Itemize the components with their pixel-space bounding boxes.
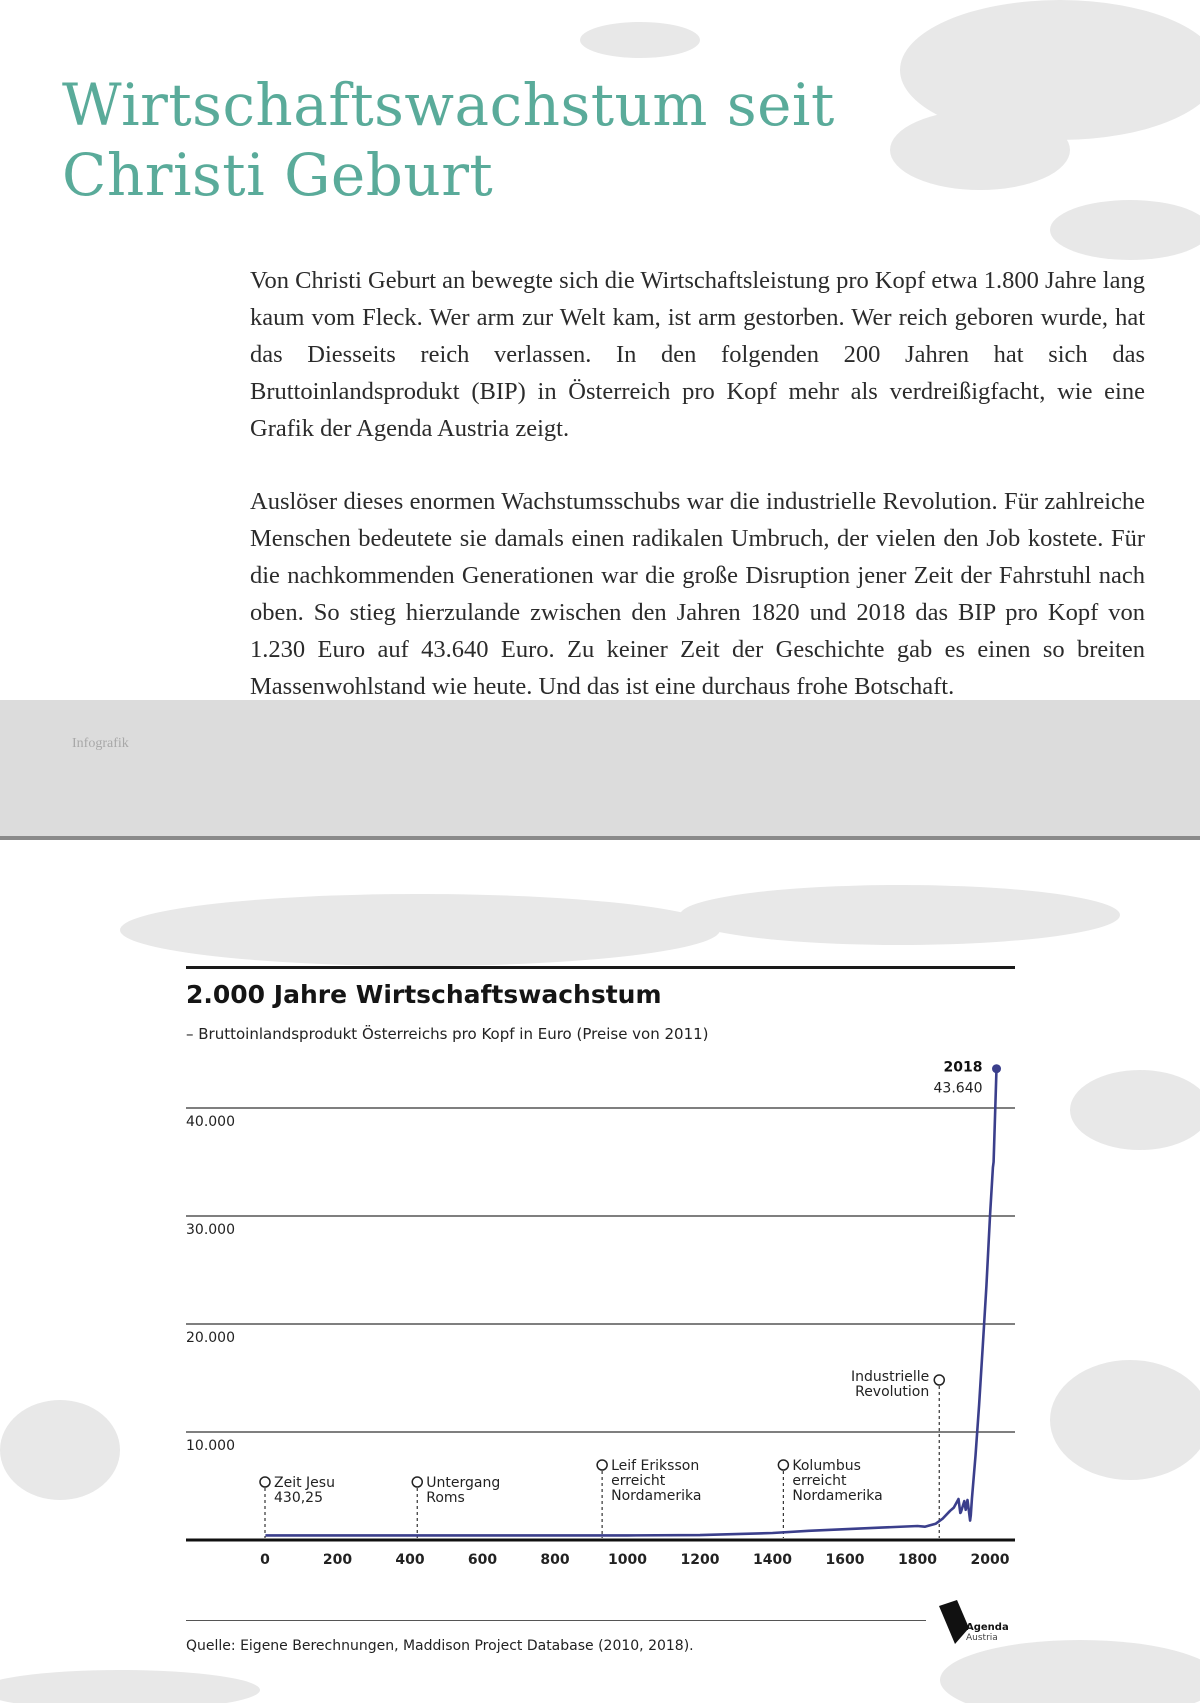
event-label: Untergang: [426, 1475, 501, 1491]
article-paragraph-2: Auslöser dieses enormen Wachstumsschubs war die industrielle Revolution. Für zahlreiche Menschen bedeutete sie damals einen radikalen Umbruch, der vielen den Job kostete. Für die nachkommenden Generationen war die große Disruption jener Zeit der Fahrstuhl nach oben. So stieg hierzulande zwischen den Jahren 1820 und 2018 das BIP pro Kopf von 1.230 Euro auf 43.640 Euro. Zu keiner Zeit der Geschichte gab es einen so breiten Massenwohlstand wie heute. Und das ist eine durchaus frohe Botschaft.: [250, 488, 1145, 700]
event-label: erreicht: [611, 1473, 666, 1489]
endpoint-value-label: 43.640: [933, 1080, 983, 1097]
x-tick-label: 2000: [970, 1552, 1010, 1568]
event-label: Nordamerika: [611, 1488, 702, 1504]
event-marker: [412, 1477, 422, 1487]
logo-text-line-2: Austria: [966, 1633, 998, 1643]
x-tick-label: 1400: [753, 1552, 792, 1568]
x-tick-label: 400: [395, 1552, 425, 1568]
article-paragraph-1: Von Christi Geburt an bewegte sich die Wirtschaftsleistung pro Kopf etwa 1.800 Jahre lang kaum vom Fleck. Wer arm zur Welt kam, ist arm gestorben. Wer reich geboren wurde, hat das Diesseits reich verlassen. In den folgenden 200 Jahren hat sich das Bruttoinlandsprodukt (BIP) in Österreich pro Kopf mehr als verdreißigfacht, wie eine Grafik der Agenda Austria zeigt.: [250, 267, 1145, 442]
event-marker: [778, 1460, 788, 1470]
y-tick-label: 30.000: [186, 1222, 235, 1238]
chart-source: Quelle: Eigene Berechnungen, Maddison Project Database (2010, 2018).: [186, 1638, 694, 1654]
x-tick-label: 0: [260, 1552, 270, 1568]
chart-title: 2.000 Jahre Wirtschaftswachstum: [186, 980, 662, 1009]
logo-text: [966, 1622, 1009, 1644]
chart-bottom-rule: [186, 1620, 926, 1621]
event-marker: [260, 1477, 270, 1487]
image-credit: Infografik: [72, 736, 129, 751]
event-label: Kolumbus: [792, 1458, 861, 1474]
x-tick-label: 1000: [608, 1552, 647, 1568]
page-title-line-2: Christi Geburt: [62, 141, 494, 209]
event-label: Zeit Jesu: [274, 1475, 335, 1491]
event-marker: [597, 1460, 607, 1470]
page-title-line-1: Wirtschaftswachstum seit: [62, 71, 835, 139]
endpoint-year-label: 2018: [943, 1059, 983, 1076]
endpoint-marker: [992, 1064, 1001, 1073]
event-label: Roms: [426, 1490, 465, 1506]
x-tick-label: 1800: [898, 1552, 937, 1568]
event-marker: [934, 1375, 944, 1385]
y-tick-label: 40.000: [186, 1114, 235, 1130]
event-label: 430,25: [274, 1490, 323, 1506]
x-tick-label: 1600: [825, 1552, 865, 1568]
y-tick-label: 10.000: [186, 1438, 235, 1454]
event-label: Industrielle: [851, 1369, 930, 1385]
x-tick-label: 800: [540, 1552, 570, 1568]
logo-text-line-1: Agenda: [966, 1622, 1009, 1633]
x-tick-label: 600: [467, 1552, 498, 1568]
event-label: Leif Eriksson: [611, 1458, 700, 1474]
x-tick-label: 1200: [680, 1552, 720, 1568]
event-label: Revolution: [855, 1384, 930, 1400]
y-tick-label: 20.000: [186, 1330, 235, 1346]
event-label: erreicht: [792, 1473, 847, 1489]
x-tick-label: 200: [322, 1552, 353, 1568]
chart-subtitle: – Bruttoinlandsprodukt Österreichs pro Kopf in Euro (Preise von 2011): [186, 1025, 709, 1043]
event-label: Nordamerika: [792, 1488, 883, 1504]
